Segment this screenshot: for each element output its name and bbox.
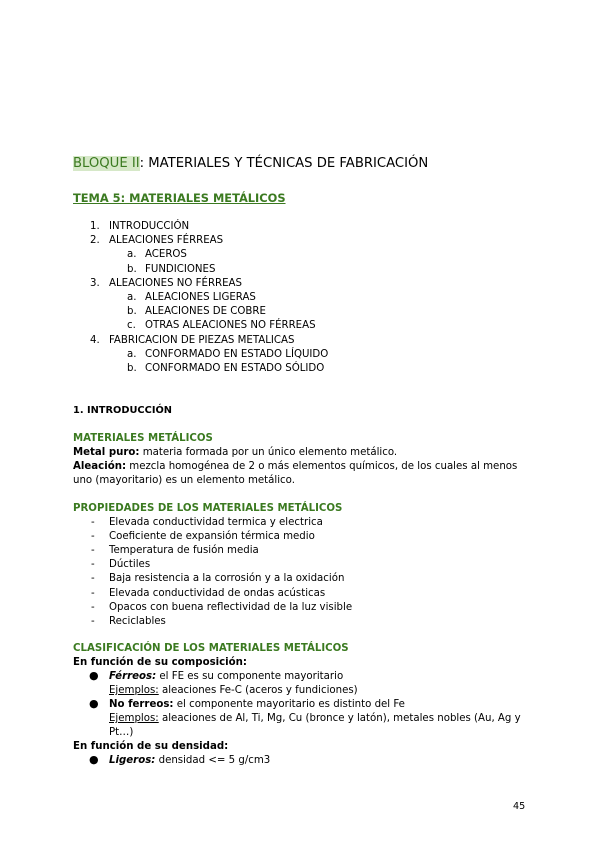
ejemplos-label: Ejemplos: — [109, 685, 159, 696]
toc-item: FABRICACION DE PIEZAS METALICAS — [109, 334, 295, 346]
propiedad-item: Coeficiente de expansión térmica medio — [109, 531, 315, 543]
ferreos-text: el FE es su componente mayoritario — [156, 671, 344, 682]
dash-bullet: - — [91, 601, 95, 613]
ferreos-item — [109, 671, 343, 682]
noferreos-ejemplos-cont: Pt…) — [109, 727, 134, 738]
propiedad-item: Elevada conductividad de ondas acústicas — [109, 587, 326, 599]
toc-subitem-letter: b. — [127, 263, 137, 275]
propiedades-title: PROPIEDADES DE LOS MATERIALES METÁLICOS — [73, 503, 343, 514]
dash-bullet: - — [91, 531, 95, 543]
ferreos-ejemplos — [109, 685, 358, 696]
toc-item: ALEACIONES NO FÉRREAS — [109, 277, 242, 289]
heading-title: : MATERIALES Y TÉCNICAS DE FABRICACIÓN — [139, 156, 429, 171]
toc-subitem-letter: b. — [127, 363, 137, 374]
tema-title: TEMA 5: MATERIALES METÁLICOS — [73, 191, 286, 205]
aleacion-term: Aleación: — [73, 461, 127, 472]
metal-puro-term: Metal puro: — [73, 447, 140, 458]
toc-subitem: ACEROS — [145, 249, 187, 261]
noferreos-ejemplos-text: aleaciones de Al, Ti, Mg, Cu (bronce y latón), metales nobles (Au, Ag y — [158, 713, 521, 724]
toc-subitem-letter: a. — [127, 292, 137, 303]
toc-subitem: ALEACIONES DE COBRE — [145, 306, 266, 318]
dash-bullet: - — [91, 615, 95, 627]
toc-item-number: 4. — [90, 334, 100, 346]
toc-subitem-letter: a. — [127, 249, 137, 261]
ferreos-term: Férreos: — [109, 671, 157, 682]
propiedad-item: Opacos con buena reflectividad de la luz visible — [109, 601, 353, 613]
subtitle-materiales-metalicos: MATERIALES METÁLICOS — [73, 433, 213, 444]
toc-item-number: 3. — [90, 277, 100, 289]
dash-bullet: - — [91, 587, 95, 599]
section-title-intro: 1. INTRODUCCIÓN — [73, 405, 172, 416]
toc-item-number: 2. — [90, 235, 100, 247]
toc-item-number: 1. — [90, 221, 100, 232]
ligeros-item — [109, 755, 270, 766]
noferreos-item — [109, 699, 405, 710]
noferreos-ejemplos — [109, 713, 521, 724]
bullet-dot: ● — [89, 669, 99, 682]
dash-bullet: - — [91, 545, 95, 557]
metal-puro-text: materia formada por un único elemento metálico. — [139, 447, 398, 458]
densidad-title: En función de su densidad: — [73, 741, 229, 752]
heading-block-label: BLOQUE II — [73, 156, 140, 171]
propiedad-item: Dúctiles — [109, 559, 151, 571]
ligeros-term: Ligeros: — [109, 755, 156, 766]
aleacion-text: mezcla homogénea de 2 o más elementos químicos, de los cuales al menos — [126, 461, 518, 472]
bullet-dot: ● — [89, 697, 99, 710]
noferreos-term: No ferreos: — [109, 699, 174, 710]
toc-subitem-letter: b. — [127, 306, 137, 318]
noferreos-text: el componente mayoritario es distinto del Fe — [173, 699, 405, 710]
dash-bullet: - — [91, 559, 95, 571]
composicion-title: En función de su composición: — [73, 657, 247, 668]
aleacion-definition-cont: uno (mayoritario) es un elemento metálico. — [73, 475, 295, 486]
clasificacion-title: CLASIFICACIÓN DE LOS MATERIALES METÁLICOS — [73, 643, 349, 654]
toc-subitem-letter: c. — [127, 320, 136, 332]
toc-subitem-letter: a. — [127, 348, 137, 360]
toc-item: ALEACIONES FÉRREAS — [109, 235, 224, 247]
propiedad-item: Reciclables — [109, 615, 166, 627]
toc-subitem: CONFORMADO EN ESTADO SÓLIDO — [145, 363, 325, 374]
dash-bullet: - — [91, 517, 95, 528]
bullet-dot: ● — [89, 753, 99, 766]
aleacion-definition — [73, 461, 517, 472]
toc-item: INTRODUCCIÓN — [109, 221, 190, 232]
metal-puro-definition — [73, 447, 397, 458]
propiedad-item: Elevada conductividad termica y electrica — [109, 517, 323, 528]
toc-subitem: OTRAS ALEACIONES NO FÉRREAS — [145, 320, 316, 332]
toc-subitem: FUNDICIONES — [145, 263, 216, 275]
page-number: 45 — [513, 801, 526, 812]
toc-subitem: CONFORMADO EN ESTADO LÍQUIDO — [145, 348, 329, 360]
ferreos-ejemplos-text: aleaciones Fe-C (aceros y fundiciones) — [158, 685, 358, 696]
toc-subitem: ALEACIONES LIGERAS — [145, 292, 256, 303]
propiedad-item: Baja resistencia a la corrosión y a la oxidación — [109, 573, 345, 585]
dash-bullet: - — [91, 573, 95, 585]
page-heading — [73, 156, 428, 171]
ejemplos-label: Ejemplos: — [109, 713, 159, 724]
propiedad-item: Temperatura de fusión media — [109, 545, 259, 557]
ligeros-text: densidad <= 5 g/cm3 — [155, 755, 271, 766]
